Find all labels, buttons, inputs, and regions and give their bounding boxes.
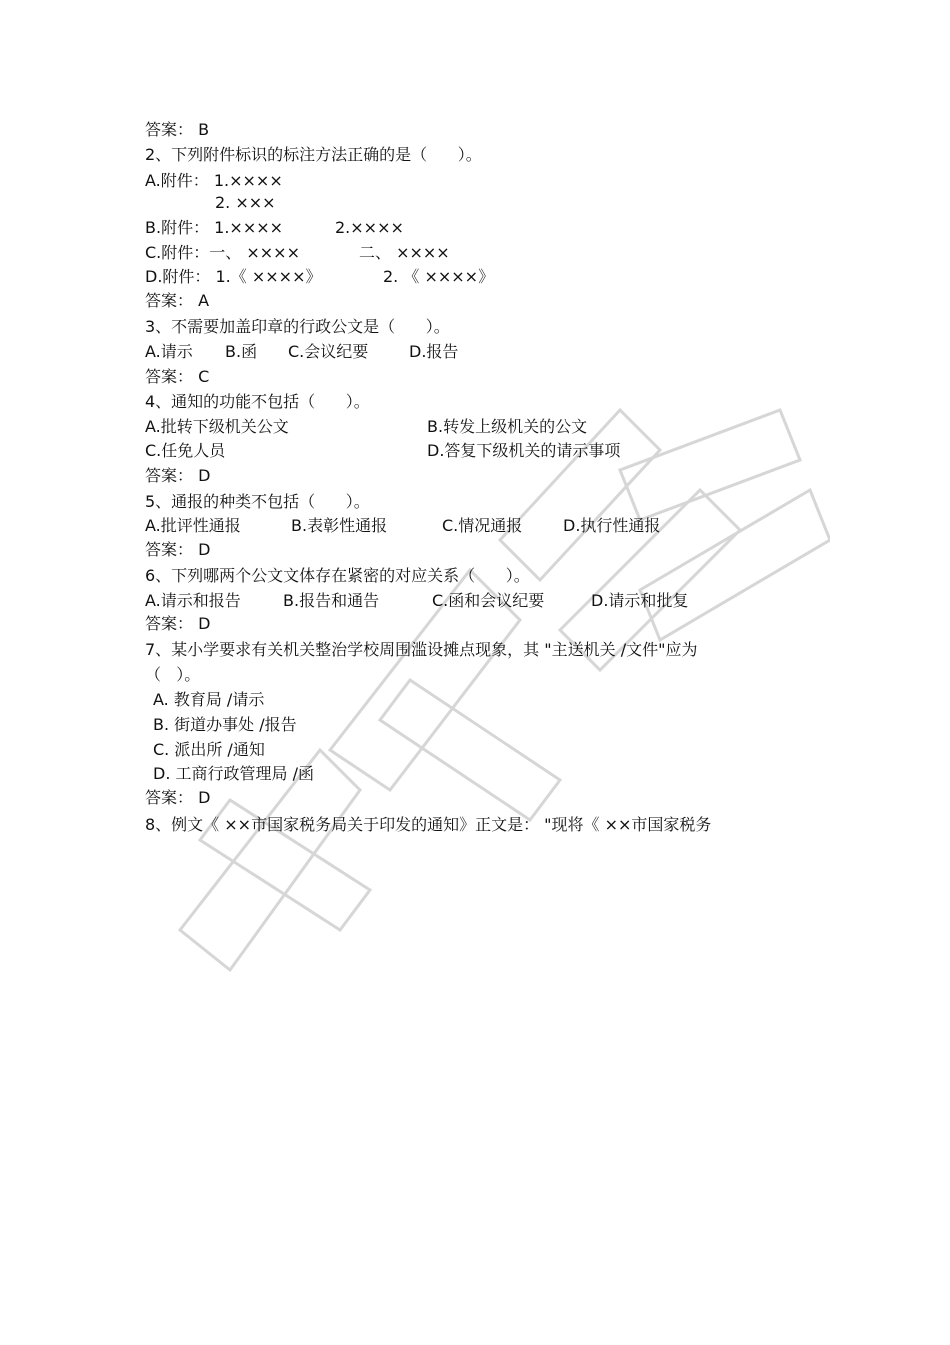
options-row: A.批评性通报 B.表彰性通报 C.情况通报 D.执行性通报 [145,516,661,535]
document-page: 答案： B 2、下列附件标识的标注方法正确的是（ ）。 A.附件： 1.×××× 2. ××× B.附件： 1.×××× 2.×××× C.附件：一、 ×××× 二、 ×××× D.附件： 1.《 ××××》 2. 《 ××××》 答案： A 3、不需要加盖印章的行政公文是（ ）。 A.请示 B.函 C.会议纪要 D.报告 答案： C 4、通知的功能不包括（ ）。 A.批转下级机关公文 B.转发上级机关的公文 C.任免人员 D.答复下级机关的请示事项 答案： D 5、通报的种类不包括（ ）。 A.批评性通报 B.表彰性通报 C.情况通报 D.执行性通报 答案： D 6、下列哪两个公文文体存在紧密的对应关系（ ）。 A.请示和报告 B.报告和通告 C.函和会议纪要 D.请示和批复 答案： D 7、某小学要求有关机关整治学校周围滥设摊点现象，其 "主送机关 /文件"应为 （ ）。 A. 教育局 /请示 B. 街道办事处 /报告 C. 派出所 /通知 D. 工商行政管理局 /函 答案： D 8、例文《 ××市国家税务局关于印发的通知》正文是： "现将《 ××市国家税务 [0,0,950,1345]
options-row: A.请示 B.函 C.会议纪要 D.报告 [145,342,459,361]
watermark-graphic [140,370,830,980]
options-row: A.请示和报告 B.报告和通告 C.函和会议纪要 D.请示和批复 [145,591,689,610]
